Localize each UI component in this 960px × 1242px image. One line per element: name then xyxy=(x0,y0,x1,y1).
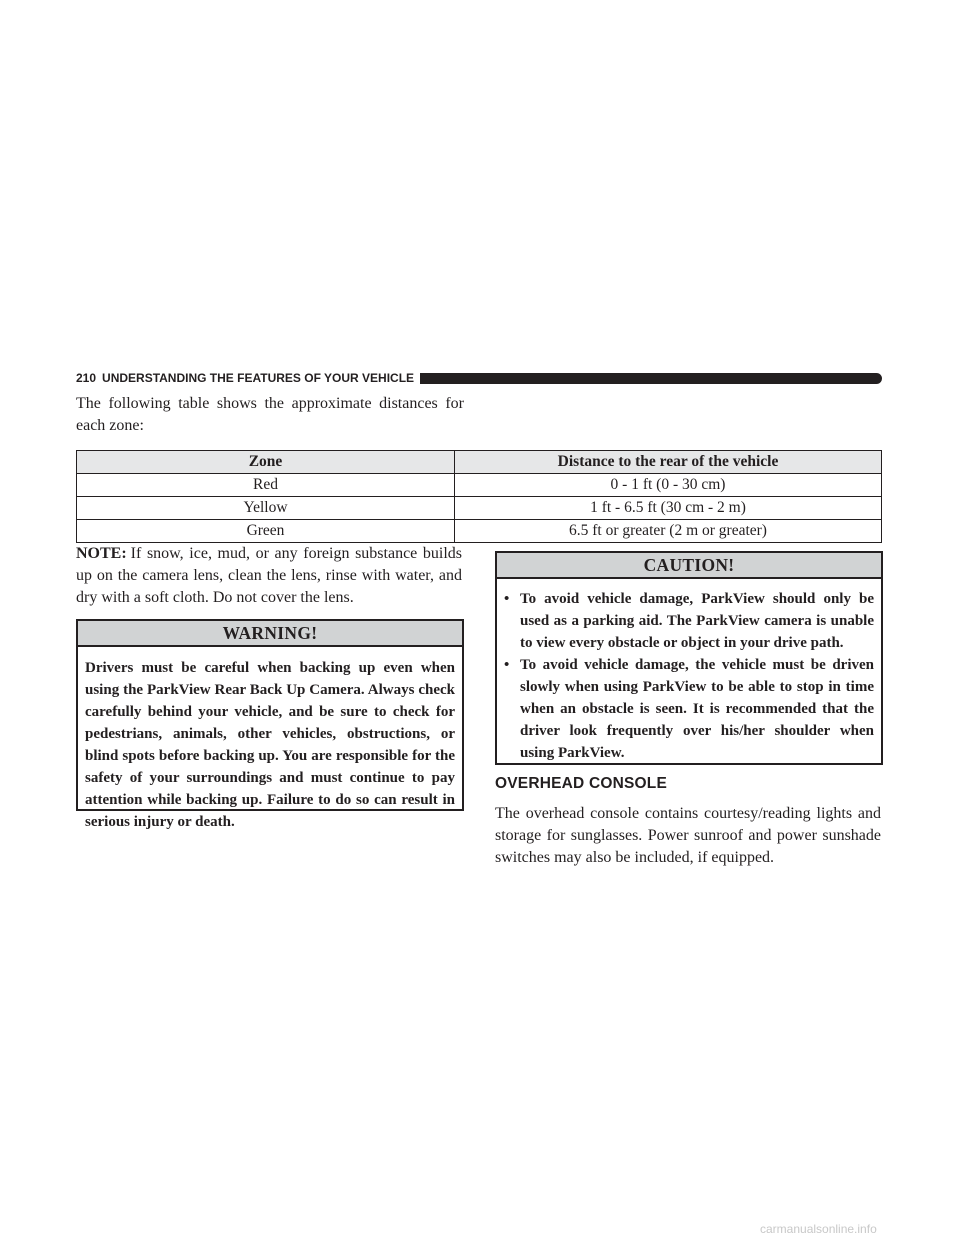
table-header-row xyxy=(77,451,882,474)
list-item xyxy=(504,654,874,764)
caution-title: CAUTION! xyxy=(497,553,881,579)
distance-cell: 6.5 ft or greater (2 m or greater) xyxy=(455,520,882,543)
table-row xyxy=(77,520,882,543)
warning-box xyxy=(76,619,464,830)
distance-cell: 0 - 1 ft (0 - 30 cm) xyxy=(455,474,882,497)
caution-list xyxy=(497,579,881,764)
zone-cell: Green xyxy=(77,520,455,543)
note-text: If snow, ice, mud, or any foreign substance builds up on the camera lens, clean the lens, rinse with water, and dry with a soft cloth. Do not cover the lens. xyxy=(76,545,462,606)
list-item xyxy=(504,588,874,654)
zone-cell: Red xyxy=(77,474,455,497)
note-paragraph xyxy=(76,543,462,609)
table-row xyxy=(77,497,882,520)
zone-cell: Yellow xyxy=(77,497,455,520)
warning-title: WARNING! xyxy=(78,621,462,647)
bullet-icon: • xyxy=(504,591,510,607)
overhead-console-heading: OVERHEAD CONSOLE xyxy=(495,775,667,792)
warning-body: Drivers must be careful when backing up even when using the ParkView Rear Back Up Camera. Always check carefully behind your vehicle, and be sure to check for pedestrians, animals, other vehicles, obstructions, or blind spots before backing up. You are responsible for the safety of your surroundings and must continue to pay attention while backing up. Failure to do so can result in serious injury or death. xyxy=(85,660,455,830)
note-label: NOTE: xyxy=(76,545,127,562)
zone-distance-table xyxy=(76,450,882,543)
caution-item-text: To avoid vehicle damage, the vehicle must be driven slowly when using ParkView to be able to stop in time when an obstacle is seen. It is recommended that the driver look frequently over his/her shoulder when using ParkView. xyxy=(520,657,874,761)
bullet-icon: • xyxy=(504,657,510,673)
page-header xyxy=(76,371,882,385)
caution-box xyxy=(495,551,883,765)
caution-item-text: To avoid vehicle damage, ParkView should only be used as a parking aid. The ParkView camera is unable to view every obstacle or object in your drive path. xyxy=(520,591,874,651)
overhead-console-paragraph: The overhead console contains courtesy/reading lights and storage for sunglasses. Power sunroof and power sunshade switches may also be included, if equipped. xyxy=(495,805,881,866)
page-number: 210 xyxy=(76,371,97,385)
header-rule xyxy=(420,373,882,384)
distance-cell: 1 ft - 6.5 ft (30 cm - 2 m) xyxy=(455,497,882,520)
running-section-title: UNDERSTANDING THE FEATURES OF YOUR VEHICLE xyxy=(102,371,415,385)
column-header-zone: Zone xyxy=(77,451,455,474)
table-row xyxy=(77,474,882,497)
watermark-link[interactable]: carmanualsonline.info xyxy=(760,1222,877,1236)
column-header-distance: Distance to the rear of the vehicle xyxy=(455,451,882,474)
intro-paragraph: The following table shows the approximate distances for each zone: xyxy=(76,395,464,434)
